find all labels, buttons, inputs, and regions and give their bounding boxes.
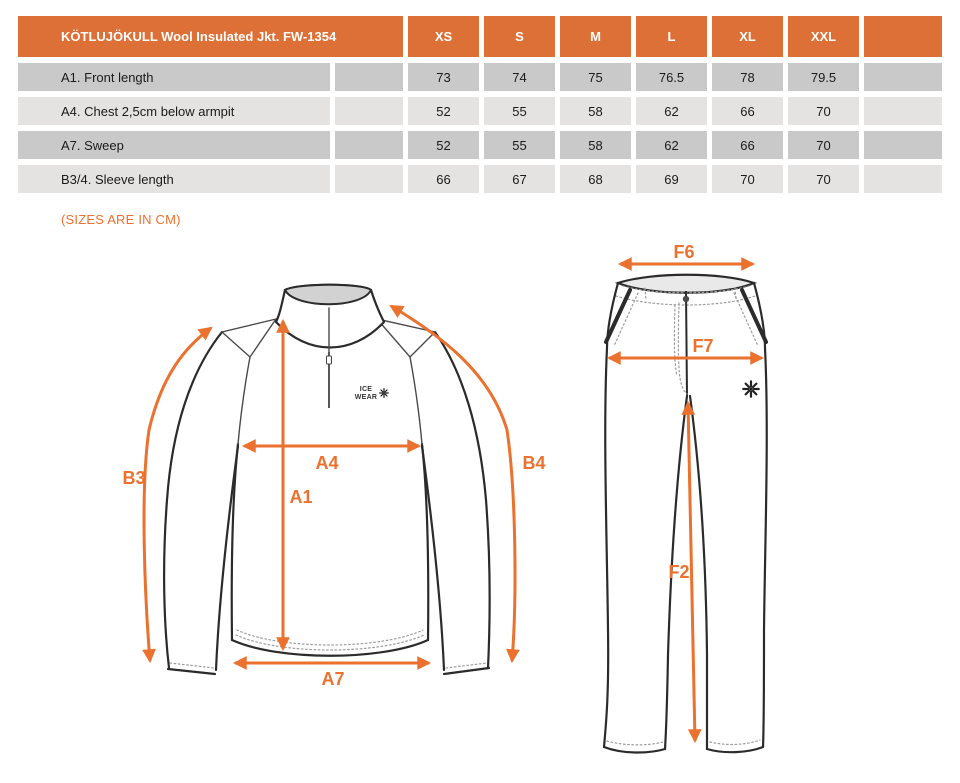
measurement-diagrams [0, 230, 960, 783]
pants-diagram [604, 242, 767, 753]
cell-value: 66 [408, 165, 479, 193]
cell-value: 68 [560, 165, 631, 193]
snowflake-icon [743, 381, 758, 396]
a1-label: A1 [289, 487, 313, 507]
cell-value: 66 [712, 97, 783, 125]
cell-value: 58 [560, 97, 631, 125]
snowflake-icon [380, 389, 389, 398]
cell-value: 62 [636, 131, 707, 159]
b3-arrow [144, 328, 211, 661]
cell-value: 70 [788, 131, 859, 159]
size-header-l: L [636, 16, 707, 57]
size-header-m: M [560, 16, 631, 57]
cell-value: 79.5 [788, 63, 859, 91]
svg-text:ICE: ICE [359, 386, 373, 393]
sizes-unit-note: (SIZES ARE IN CM) [61, 212, 181, 227]
cell-value: 52 [408, 131, 479, 159]
cell-value: 76.5 [636, 63, 707, 91]
jacket-diagram [122, 285, 545, 689]
size-table [18, 16, 942, 193]
cell-value: 55 [484, 97, 555, 125]
cell-value: 52 [408, 97, 479, 125]
row-label: A1. Front length [18, 63, 330, 91]
cell-value: 58 [560, 131, 631, 159]
row-trailing-cell [864, 131, 942, 159]
row-spacer [335, 165, 403, 193]
cell-value: 73 [408, 63, 479, 91]
row-label: A7. Sweep [18, 131, 330, 159]
size-header-xs: XS [408, 16, 479, 57]
row-label: B3/4. Sleeve length [18, 165, 330, 193]
cell-value: 67 [484, 165, 555, 193]
f6-label: F6 [673, 242, 695, 262]
cell-value: 70 [788, 97, 859, 125]
row-trailing-cell [864, 63, 942, 91]
b3-label: B3 [122, 468, 146, 488]
row-trailing-cell [864, 165, 942, 193]
waistband-top [618, 275, 754, 293]
cell-value: 75 [560, 63, 631, 91]
row-spacer [335, 131, 403, 159]
b4-label: B4 [522, 453, 546, 473]
row-spacer [335, 63, 403, 91]
waist-button [683, 296, 689, 302]
row-trailing-cell [864, 97, 942, 125]
cell-value: 55 [484, 131, 555, 159]
cell-value: 66 [712, 131, 783, 159]
a7-label: A7 [321, 669, 345, 689]
f7-label: F7 [692, 336, 714, 356]
icewear-logo [355, 386, 389, 401]
svg-text:WEAR: WEAR [354, 394, 378, 401]
row-label: A4. Chest 2,5cm below armpit [18, 97, 330, 125]
cell-value: 74 [484, 63, 555, 91]
table-title: KÖTLUJÖKULL Wool Insulated Jkt. FW-1354 [18, 16, 403, 57]
a4-label: A4 [315, 453, 339, 473]
size-header-xxl: XXL [788, 16, 859, 57]
b4-arrow [391, 306, 515, 661]
cell-value: 78 [712, 63, 783, 91]
f2-label: F2 [668, 562, 690, 582]
row-spacer [335, 97, 403, 125]
size-header-xl: XL [712, 16, 783, 57]
cell-value: 69 [636, 165, 707, 193]
cell-value: 62 [636, 97, 707, 125]
cell-value: 70 [712, 165, 783, 193]
cell-value: 70 [788, 165, 859, 193]
size-header-s: S [484, 16, 555, 57]
header-spacer-cell [864, 16, 942, 57]
